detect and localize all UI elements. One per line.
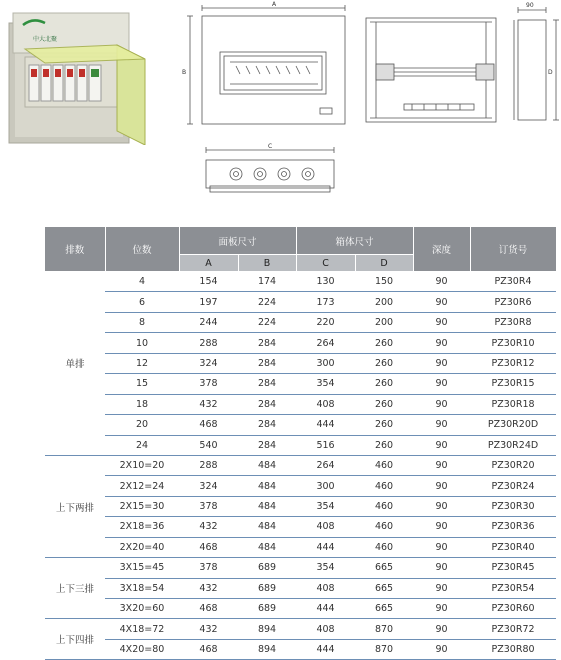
cell-box-c: 220 (296, 312, 355, 332)
table-row (45, 496, 556, 516)
header-panel-size: 面板尺寸 (179, 227, 296, 255)
cell-depth: 90 (413, 476, 470, 496)
cell-panel-a: 197 (179, 292, 238, 312)
cell-box-c: 173 (296, 292, 355, 312)
header-depth: 深度 (413, 227, 470, 272)
cell-box-d: 460 (355, 496, 413, 516)
dim-d-label: D (548, 69, 553, 76)
cell-panel-a: 432 (179, 394, 238, 414)
table-row (45, 415, 556, 435)
cell-panel-b: 689 (238, 558, 296, 578)
cell-panel-b: 484 (238, 496, 296, 516)
cell-panel-b: 284 (238, 435, 296, 455)
cell-depth: 90 (413, 578, 470, 598)
header-a: A (179, 255, 238, 272)
cell-positions: 18 (105, 394, 179, 414)
table-row (45, 619, 556, 639)
cell-box-d: 460 (355, 517, 413, 537)
cell-positions: 15 (105, 374, 179, 394)
cell-panel-a: 468 (179, 639, 238, 659)
cell-positions: 8 (105, 312, 179, 332)
product-photo (5, 5, 153, 145)
cell-depth: 90 (413, 415, 470, 435)
cell-panel-a: 540 (179, 435, 238, 455)
cell-depth: 90 (413, 558, 470, 578)
cell-box-d: 665 (355, 558, 413, 578)
cell-panel-b: 284 (238, 333, 296, 353)
header-positions: 位数 (105, 227, 179, 272)
cell-panel-b: 174 (238, 272, 296, 292)
cell-order-no: PZ30R54 (470, 578, 556, 598)
cell-panel-b: 894 (238, 619, 296, 639)
cell-depth: 90 (413, 517, 470, 537)
cell-panel-b: 894 (238, 639, 296, 659)
cell-positions: 2X20=40 (105, 537, 179, 557)
cell-panel-b: 284 (238, 415, 296, 435)
cell-depth: 90 (413, 619, 470, 639)
cell-depth: 90 (413, 435, 470, 455)
spec-table-body (45, 272, 556, 660)
logo-text: 中大北聚 (33, 36, 58, 43)
cell-box-c: 354 (296, 558, 355, 578)
cell-positions: 3X15=45 (105, 558, 179, 578)
header-d: D (355, 255, 413, 272)
cell-panel-b: 284 (238, 353, 296, 373)
group-label-single: 单排 (45, 272, 105, 456)
table-row (45, 455, 556, 475)
header-c: C (296, 255, 355, 272)
cell-panel-a: 324 (179, 353, 238, 373)
table-row (45, 578, 556, 598)
cell-positions: 2X12=24 (105, 476, 179, 496)
cell-box-d: 260 (355, 353, 413, 373)
cell-order-no: PZ30R10 (470, 333, 556, 353)
cell-box-d: 260 (355, 394, 413, 414)
cell-positions: 4X20=80 (105, 639, 179, 659)
table-row (45, 599, 556, 619)
cell-box-d: 460 (355, 537, 413, 557)
cell-panel-b: 689 (238, 599, 296, 619)
cell-order-no: PZ30R40 (470, 537, 556, 557)
cell-box-d: 870 (355, 639, 413, 659)
dim-a-label: A (272, 1, 277, 8)
cell-order-no: PZ30R30 (470, 496, 556, 516)
cell-order-no: PZ30R20D (470, 415, 556, 435)
cell-box-d: 200 (355, 292, 413, 312)
table-row (45, 292, 556, 312)
header-b: B (238, 255, 296, 272)
table-row (45, 558, 556, 578)
cell-depth: 90 (413, 333, 470, 353)
cell-panel-b: 484 (238, 537, 296, 557)
cell-box-d: 460 (355, 476, 413, 496)
cell-positions: 2X10=20 (105, 455, 179, 475)
cell-panel-a: 468 (179, 599, 238, 619)
table-row (45, 374, 556, 394)
table-row (45, 333, 556, 353)
cell-positions: 2X18=36 (105, 517, 179, 537)
cell-box-c: 408 (296, 578, 355, 598)
cell-panel-b: 484 (238, 455, 296, 475)
cell-box-d: 150 (355, 272, 413, 292)
cell-panel-b: 689 (238, 578, 296, 598)
cell-box-d: 260 (355, 415, 413, 435)
cell-order-no: PZ30R6 (470, 292, 556, 312)
cell-order-no: PZ30R15 (470, 374, 556, 394)
front-view-drawing (187, 5, 345, 124)
cell-order-no: PZ30R24 (470, 476, 556, 496)
cell-depth: 90 (413, 639, 470, 659)
table-row (45, 394, 556, 414)
cell-order-no: PZ30R12 (470, 353, 556, 373)
group-label-quad: 上下四排 (45, 619, 105, 660)
cell-panel-b: 224 (238, 292, 296, 312)
cell-panel-a: 244 (179, 312, 238, 332)
cell-depth: 90 (413, 455, 470, 475)
dim-depth-label: 90 (526, 2, 534, 9)
cell-panel-a: 378 (179, 558, 238, 578)
cell-box-c: 130 (296, 272, 355, 292)
cell-box-d: 260 (355, 374, 413, 394)
cell-panel-b: 284 (238, 374, 296, 394)
cell-box-d: 665 (355, 599, 413, 619)
cell-box-c: 516 (296, 435, 355, 455)
bottom-view-drawing (206, 147, 334, 192)
cell-depth: 90 (413, 496, 470, 516)
table-row (45, 435, 556, 455)
cell-box-c: 354 (296, 374, 355, 394)
cell-depth: 90 (413, 599, 470, 619)
cell-panel-a: 288 (179, 333, 238, 353)
cell-box-c: 444 (296, 537, 355, 557)
cell-box-c: 444 (296, 415, 355, 435)
table-row (45, 353, 556, 373)
cell-panel-a: 432 (179, 517, 238, 537)
cell-panel-b: 484 (238, 517, 296, 537)
cell-panel-a: 288 (179, 455, 238, 475)
cell-depth: 90 (413, 394, 470, 414)
cell-box-c: 300 (296, 353, 355, 373)
dim-b-label: B (182, 69, 187, 76)
cell-positions: 4X18=72 (105, 619, 179, 639)
cell-order-no: PZ30R36 (470, 517, 556, 537)
cell-depth: 90 (413, 374, 470, 394)
cell-positions: 4 (105, 272, 179, 292)
cell-order-no: PZ30R80 (470, 639, 556, 659)
cell-positions: 12 (105, 353, 179, 373)
cell-positions: 10 (105, 333, 179, 353)
table-row (45, 537, 556, 557)
cell-panel-a: 154 (179, 272, 238, 292)
cell-order-no: PZ30R24D (470, 435, 556, 455)
cell-box-c: 264 (296, 455, 355, 475)
internal-view-drawing (366, 18, 496, 122)
cell-order-no: PZ30R20 (470, 455, 556, 475)
cell-order-no: PZ30R8 (470, 312, 556, 332)
cell-box-c: 264 (296, 333, 355, 353)
cell-box-c: 444 (296, 599, 355, 619)
cell-box-d: 665 (355, 578, 413, 598)
cell-depth: 90 (413, 353, 470, 373)
cell-panel-a: 324 (179, 476, 238, 496)
dim-c-label: C (268, 143, 273, 150)
cell-box-c: 408 (296, 619, 355, 639)
cell-positions: 6 (105, 292, 179, 312)
cell-panel-a: 468 (179, 415, 238, 435)
cell-depth: 90 (413, 272, 470, 292)
spec-table (45, 227, 557, 660)
cell-box-c: 300 (296, 476, 355, 496)
cell-positions: 2X15=30 (105, 496, 179, 516)
cell-box-d: 460 (355, 455, 413, 475)
cell-panel-a: 432 (179, 619, 238, 639)
group-label-triple: 上下三排 (45, 558, 105, 619)
cell-box-c: 354 (296, 496, 355, 516)
cell-panel-b: 484 (238, 476, 296, 496)
cell-positions: 3X18=54 (105, 578, 179, 598)
cell-box-d: 200 (355, 312, 413, 332)
header-box-size: 箱体尺寸 (296, 227, 413, 255)
header-rows-type: 排数 (45, 227, 105, 272)
cell-positions: 3X20=60 (105, 599, 179, 619)
cell-panel-a: 378 (179, 496, 238, 516)
cell-panel-a: 432 (179, 578, 238, 598)
cell-order-no: PZ30R72 (470, 619, 556, 639)
dimension-drawings (180, 0, 561, 200)
cell-depth: 90 (413, 292, 470, 312)
cell-order-no: PZ30R18 (470, 394, 556, 414)
cell-box-c: 408 (296, 394, 355, 414)
table-row (45, 312, 556, 332)
table-row (45, 517, 556, 537)
cell-box-d: 260 (355, 435, 413, 455)
cell-panel-a: 468 (179, 537, 238, 557)
cell-depth: 90 (413, 312, 470, 332)
cell-order-no: PZ30R60 (470, 599, 556, 619)
cell-depth: 90 (413, 537, 470, 557)
cell-positions: 24 (105, 435, 179, 455)
cell-box-d: 870 (355, 619, 413, 639)
table-row (45, 476, 556, 496)
cell-panel-a: 378 (179, 374, 238, 394)
header-order-no: 订货号 (470, 227, 556, 272)
table-row (45, 272, 556, 292)
cell-positions: 20 (105, 415, 179, 435)
cell-panel-b: 224 (238, 312, 296, 332)
cell-order-no: PZ30R4 (470, 272, 556, 292)
cell-order-no: PZ30R45 (470, 558, 556, 578)
cell-box-c: 408 (296, 517, 355, 537)
cell-box-c: 444 (296, 639, 355, 659)
cell-panel-b: 284 (238, 394, 296, 414)
side-view-drawing (514, 7, 559, 120)
cell-box-d: 260 (355, 333, 413, 353)
group-label-double: 上下两排 (45, 455, 105, 557)
